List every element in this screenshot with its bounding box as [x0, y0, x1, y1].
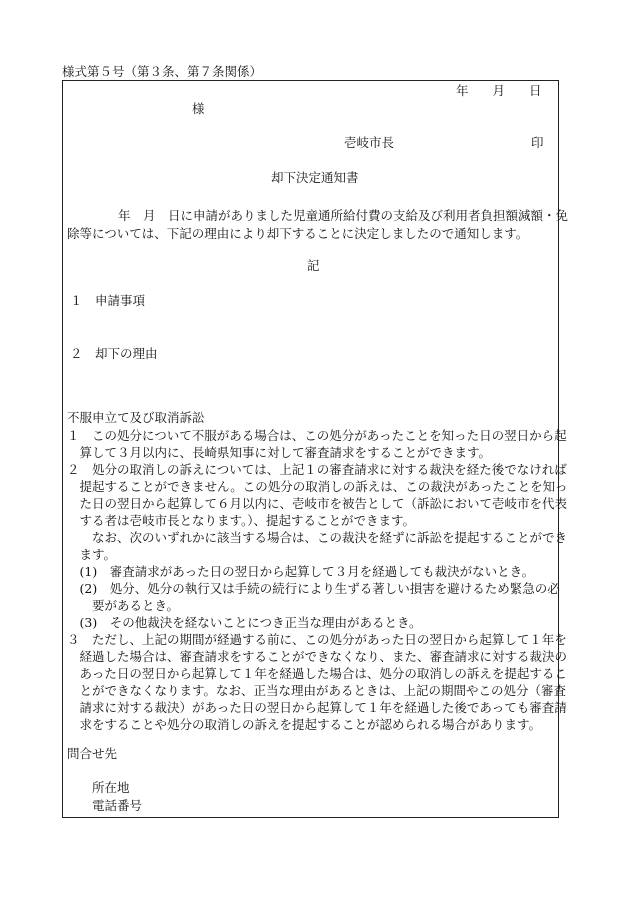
sender-name: 壱岐市長	[344, 135, 395, 150]
appeal-line: (3) その他裁決を経ないことにつき正当な理由があるとき。	[67, 615, 422, 630]
phone-label: 電話番号	[92, 798, 143, 813]
rejection-reason-heading: ２ 却下の理由	[70, 346, 158, 361]
seal-mark: 印	[531, 135, 544, 150]
appeal-line: 算して３月以内に、長崎県知事に対して審査請求をすることができます。	[67, 445, 492, 460]
appeal-line: (2) 処分、処分の執行又は手続の続行により生ずる著しい損害を避けるため緊急の必	[67, 581, 560, 596]
date-line	[456, 85, 542, 98]
appeal-line: 提起することができません。この処分の取消しの訴えは、この裁決があったことを知っ	[67, 479, 568, 494]
appeal-line: ます。	[67, 547, 117, 562]
body-text-line-1: 年 月 日に申請がありました児童通所給付費の支給及び利用者負担額減額・免	[118, 208, 569, 223]
appeal-line: (1) 審査請求があった日の翌日から起算して３月を経過しても裁決がないとき。	[67, 564, 535, 579]
appeal-line: 請求に対する裁決）があった日の翌日から起算して１年を経過した後であっても審査請	[67, 700, 567, 715]
location-label: 所在地	[92, 780, 130, 795]
form-number-label: 様式第５号（第３条、第７条関係）	[62, 64, 263, 79]
appeal-line: ３ ただし、上記の期間が経過する前に、この処分があった日の翌日から起算して１年を	[67, 632, 567, 647]
appeal-line: なお、次のいずれかに該当する場合は、この裁決を経ずに訴訟を提起することができ	[67, 530, 568, 545]
date-day: 日	[529, 83, 542, 98]
appeal-heading: 不服申立て及び取消訴訟	[67, 410, 205, 425]
appeal-line: た日の翌日から起算して６月以内に、壱岐市を被告として（訴訟において壱岐市を代表	[67, 496, 568, 511]
appeal-line: とができなくなります。なお、正当な理由があるときは、上記の期間やこの処分（審査	[67, 683, 567, 698]
application-item-heading: １ 申請事項	[70, 293, 146, 308]
body-text-line-2: 除等については、下記の理由により却下することに決定しましたので通知します。	[67, 226, 529, 241]
date-year: 年	[456, 83, 469, 98]
appeal-line: ２ 処分の取消しの訴えについては、上記１の審査請求に対する裁決を経た後でなければ	[67, 462, 567, 477]
appeal-line: あった日の翌日から起算して１年を経過した場合は、処分の取消しの訴えを提起するこ	[67, 666, 567, 681]
contact-heading: 問合せ先	[67, 746, 118, 761]
document-title: 却下決定通知書	[271, 170, 359, 185]
ki-heading: 記	[307, 258, 320, 273]
appeal-line: 求をすることや処分の取消しの訴えを提起することが認められる場合があります。	[67, 717, 542, 732]
appeal-line: する者は壱岐市長となります。）、提起することができます。	[67, 513, 416, 528]
appeal-line: 要があるとき。	[67, 598, 180, 613]
date-month: 月	[492, 83, 506, 98]
appeal-line: 経過した場合は、審査請求をすることができなくなり、また、審査請求に対する裁決の	[67, 649, 568, 664]
addressee-honorific: 様	[192, 101, 205, 116]
appeal-line: １ この処分について不服がある場合は、この処分があったことを知った日の翌日から起	[67, 428, 567, 443]
